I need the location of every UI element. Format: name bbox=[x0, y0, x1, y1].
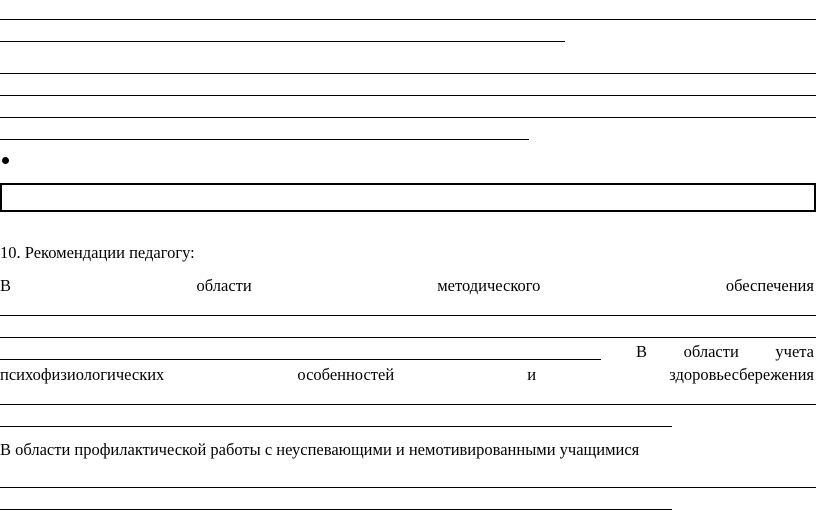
methodical-word: В bbox=[0, 276, 12, 295]
blank-line bbox=[0, 139, 529, 140]
methodical-word: методического bbox=[437, 276, 541, 295]
health-word: особенностей bbox=[297, 365, 395, 384]
health-row bbox=[0, 365, 814, 384]
blank-line bbox=[0, 337, 816, 338]
methodical-word: обеспечения bbox=[725, 276, 814, 295]
blank-line bbox=[0, 359, 601, 360]
health-word: здоровьесбережения bbox=[669, 365, 814, 384]
health-word: В bbox=[636, 342, 648, 361]
blank-line bbox=[0, 41, 565, 42]
blank-line bbox=[0, 315, 816, 316]
health-heading-row bbox=[636, 342, 814, 361]
blank-line bbox=[0, 487, 816, 488]
health-word: учета bbox=[775, 342, 814, 361]
blank-line bbox=[0, 95, 816, 96]
blank-line bbox=[0, 19, 816, 20]
blank-line bbox=[0, 426, 672, 427]
blank-line bbox=[0, 509, 672, 510]
prevention-heading: В области профилактической работы с неуспевающими и немотивированными учащимися bbox=[0, 440, 640, 459]
blank-line bbox=[0, 73, 816, 74]
bullet-icon bbox=[2, 157, 9, 164]
health-word: психофизиологических bbox=[0, 365, 165, 384]
blank-line bbox=[0, 404, 816, 405]
empty-frame-box bbox=[0, 183, 816, 212]
methodical-word: области bbox=[196, 276, 252, 295]
methodical-row bbox=[0, 276, 814, 295]
blank-line bbox=[0, 117, 816, 118]
health-word: области bbox=[683, 342, 739, 361]
health-word: и bbox=[527, 365, 537, 384]
section-heading: 10. Рекомендации педагогу: bbox=[0, 243, 195, 262]
